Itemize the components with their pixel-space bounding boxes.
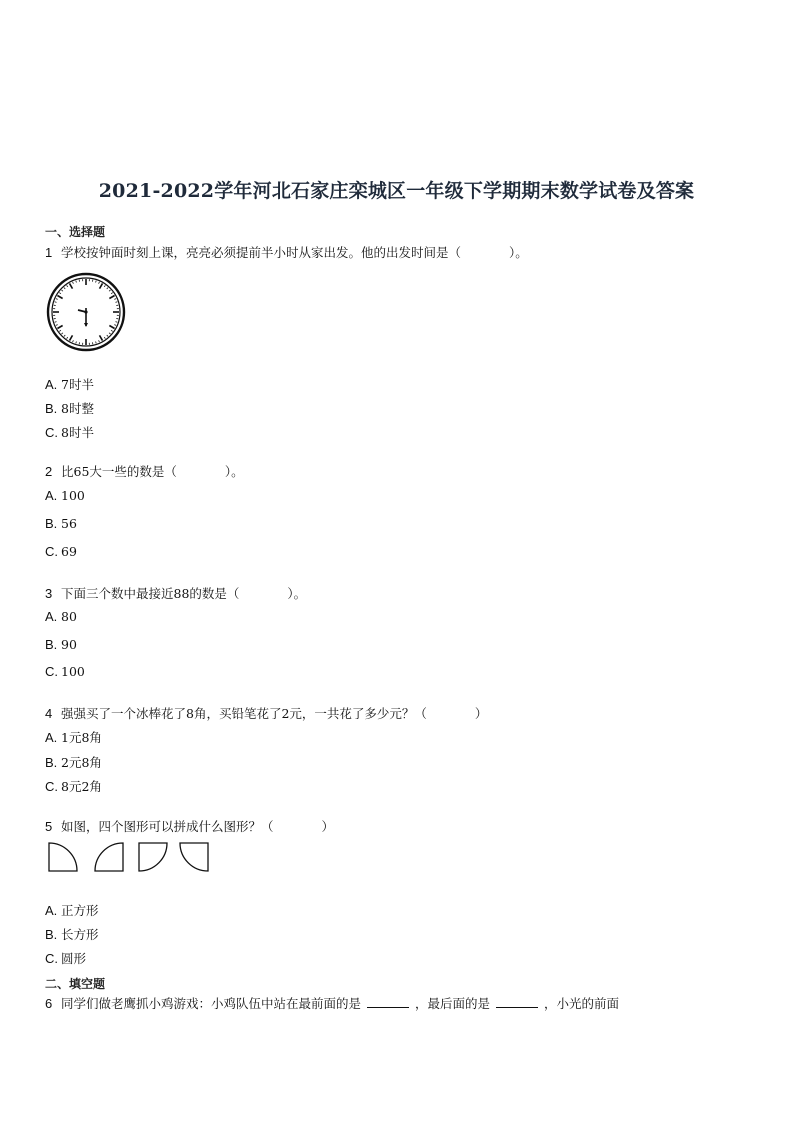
question-2: [45, 462, 244, 480]
question-5: [45, 817, 334, 835]
clock-minute-mark: [96, 281, 97, 283]
clock-minute-mark: [73, 340, 74, 342]
clock-hour-mark: [109, 296, 114, 299]
clock-minute-mark: [104, 285, 105, 287]
quarter-circle-shapes-image: [46, 840, 216, 874]
clock-minute-mark: [96, 341, 97, 343]
option-letter: A.: [45, 609, 58, 624]
clock-minute-mark: [61, 290, 62, 291]
option-letter: C.: [45, 779, 58, 794]
question-text: 学校按钟面时刻上课，亮亮必须提前半小时从家出发。他的出发时间是（: [61, 245, 462, 260]
option-q1-b[interactable]: [45, 399, 94, 417]
clock-minute-mark: [107, 335, 108, 336]
clock-minute-mark: [59, 330, 61, 331]
option-text: 90: [61, 637, 77, 652]
clock-hour-mark: [57, 296, 62, 299]
option-q3-b[interactable]: [45, 637, 77, 652]
option-letter: B.: [45, 516, 58, 531]
question-number: 4: [45, 706, 53, 721]
quarter-circle-shape-3: [139, 843, 167, 871]
clock-hour-mark: [109, 326, 114, 329]
clock-minute-mark: [111, 293, 113, 294]
question-text-end: ）。: [509, 245, 528, 260]
question-text: 比65大一些的数是（: [61, 464, 177, 479]
option-q2-a[interactable]: [45, 488, 85, 503]
clock-minute-mark: [55, 322, 57, 323]
option-letter: A.: [45, 377, 58, 392]
option-q4-a[interactable]: [45, 728, 102, 746]
question-6: [45, 994, 619, 1012]
clock-minute-mark: [114, 299, 116, 300]
quarter-circle-shape-1: [49, 843, 77, 871]
question-text: 强强买了一个冰棒花了8角，买铅笔花了2元，一共花了多少元？（: [61, 706, 427, 721]
option-letter: A.: [45, 488, 58, 503]
answer-blank[interactable]: [496, 995, 538, 1008]
quarter-circle-shape-2: [95, 843, 123, 871]
option-letter: A.: [45, 903, 58, 918]
clock-minute-mark: [115, 302, 117, 303]
option-text: 100: [61, 664, 85, 679]
clock-hour-mark: [57, 326, 62, 329]
clock-minute-mark: [73, 282, 74, 284]
clock-minute-mark: [111, 330, 113, 331]
option-q2-b[interactable]: [45, 516, 77, 531]
clock-face-image: [46, 272, 126, 352]
option-q2-c[interactable]: [45, 544, 77, 559]
option-letter: B.: [45, 401, 58, 416]
section-heading-choice: 一、选择题: [45, 225, 106, 239]
clock-minute-mark: [56, 299, 58, 300]
option-letter: C.: [45, 425, 58, 440]
clock-minute-mark: [107, 287, 108, 288]
clock-minute-mark: [56, 325, 58, 326]
document-title: 2021-2022学年河北石家庄栾城区一年级下学期期末数学试卷及答案: [98, 180, 695, 202]
clock-minute-mark: [59, 293, 61, 294]
option-text: 8时整: [61, 401, 94, 416]
option-letter: B.: [45, 637, 58, 652]
quarter-circle-shape-4: [180, 843, 208, 871]
clock-minute-mark: [104, 337, 105, 339]
clock-hour-mark: [70, 283, 73, 288]
clock-minute-mark: [67, 337, 68, 339]
option-letter: C.: [45, 664, 58, 679]
question-text-end: ）。: [287, 586, 307, 601]
option-q4-b[interactable]: [45, 753, 102, 771]
question-number: 6: [45, 996, 53, 1011]
question-text: 如图，四个图形可以拼成什么图形？（: [61, 819, 274, 834]
clock-minute-mark: [99, 282, 100, 284]
question-number: 3: [45, 586, 53, 601]
clock-minute-mark: [64, 335, 65, 336]
clock-minute-mark: [64, 287, 65, 288]
question-4: [45, 704, 487, 722]
option-text: 100: [61, 488, 85, 503]
clock-minute-hand-tip: [84, 323, 88, 327]
clock-center-pin: [84, 310, 87, 313]
clock-minute-mark: [99, 340, 100, 342]
question-text-mid: ，最后面的是: [415, 996, 491, 1011]
option-q5-c[interactable]: [45, 949, 86, 967]
clock-hour-mark: [100, 335, 103, 340]
clock-minute-mark: [55, 302, 57, 303]
question-text: 同学们做老鹰抓小鸡游戏：小鸡队伍中站在最前面的是: [61, 996, 362, 1011]
option-letter: B.: [45, 755, 58, 770]
option-text: 长方形: [61, 927, 99, 942]
option-letter: C.: [45, 544, 58, 559]
clock-minute-mark: [76, 341, 77, 343]
option-q4-c[interactable]: [45, 777, 102, 795]
question-number: 5: [45, 819, 53, 834]
option-q5-a[interactable]: [45, 901, 99, 919]
option-text: 1元8角: [61, 730, 102, 745]
option-text: 2元8角: [61, 755, 102, 770]
option-q5-b[interactable]: [45, 925, 99, 943]
option-text: 69: [61, 544, 77, 559]
question-1: [45, 243, 528, 261]
question-text-end: ，小光的前面: [544, 996, 620, 1011]
question-text-end: ）: [474, 706, 488, 721]
question-number: 1: [45, 245, 53, 260]
clock-minute-mark: [114, 325, 116, 326]
section-heading-fill: 二、填空题: [45, 977, 106, 991]
clock-minute-mark: [61, 333, 62, 334]
clock-minute-mark: [115, 322, 117, 323]
option-q1-c[interactable]: [45, 423, 94, 441]
option-letter: C.: [45, 951, 58, 966]
question-text-end: ）: [321, 819, 335, 834]
clock-minute-mark: [109, 333, 110, 334]
option-text: 7时半: [61, 377, 94, 392]
option-q3-a[interactable]: [45, 609, 77, 624]
question-3: [45, 584, 306, 602]
clock-minute-mark: [109, 290, 110, 291]
answer-blank[interactable]: [367, 995, 409, 1008]
option-text: 8元2角: [61, 779, 102, 794]
option-text: 80: [61, 609, 77, 624]
option-text: 56: [61, 516, 77, 531]
option-text: 正方形: [61, 903, 99, 918]
option-letter: B.: [45, 927, 58, 942]
question-text-end: ）。: [224, 464, 244, 479]
question-number: 2: [45, 464, 53, 479]
option-text: 圆形: [61, 951, 87, 966]
question-text: 下面三个数中最接近88的数是（: [61, 586, 240, 601]
option-q1-a[interactable]: [45, 375, 94, 393]
option-letter: A.: [45, 730, 58, 745]
clock-minute-mark: [67, 285, 68, 287]
clock-hour-mark: [70, 335, 73, 340]
option-q3-c[interactable]: [45, 664, 85, 679]
option-text: 8时半: [61, 425, 94, 440]
clock-minute-mark: [76, 281, 77, 283]
clock-hour-mark: [100, 283, 103, 288]
